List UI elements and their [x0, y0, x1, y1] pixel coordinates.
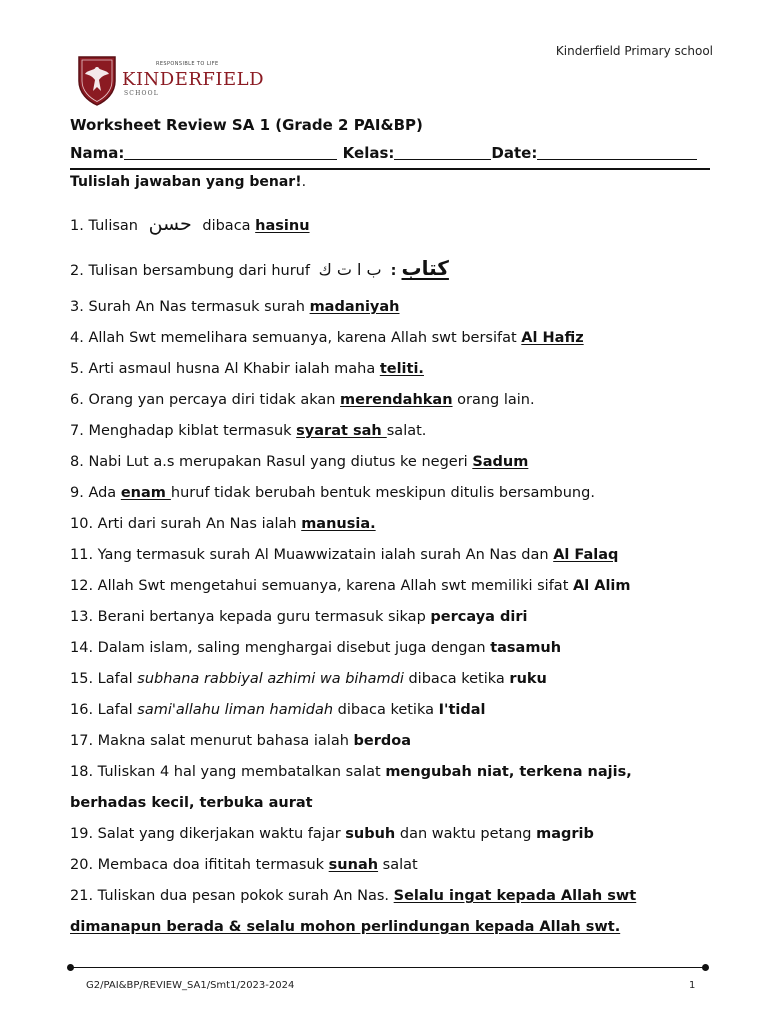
answer: manusia.: [301, 516, 376, 532]
answer: Al Alim: [573, 578, 631, 594]
answer: Selalu ingat kepada Allah swt: [393, 888, 637, 904]
question-5: 5. Arti asmaul husna Al Khabir ialah maha teliti.: [70, 361, 424, 377]
nama-field[interactable]: [124, 141, 337, 160]
answer: Al Hafiz: [521, 330, 584, 346]
school-name-header: Kinderfield Primary school: [555, 44, 713, 58]
question-10: 10. Arti dari surah An Nas ialah manusia.: [70, 516, 376, 532]
answer: ruku: [509, 671, 547, 687]
logo-tagline: RESPONSIBLE TO LIFE: [156, 61, 219, 67]
instruction: Tulislah jawaban yang benar!.: [70, 174, 307, 190]
question-18: 18. Tuliskan 4 hal yang membatalkan salat mengubah niat, terkena najis,: [70, 764, 632, 780]
school-logo: [76, 50, 264, 110]
question-12: 12. Allah Swt mengetahui semuanya, karena Allah swt memiliki sifat Al Alim: [70, 578, 631, 594]
question-11: 11. Yang termasuk surah Al Muawwizatain ialah surah An Nas dan Al Falaq: [70, 547, 619, 563]
question-13: 13. Berani bertanya kepada guru termasuk sikap percaya diri: [70, 609, 528, 625]
answer: Sadum: [472, 454, 529, 470]
arabic-word: حسن: [148, 213, 192, 235]
logo-sub: SCHOOL: [124, 90, 159, 97]
question-16: 16. Lafal sami'allahu liman hamidah dibaca ketika I'tidal: [70, 702, 486, 718]
question-15: 15. Lafal subhana rabbiyal azhimi wa bihamdi dibaca ketika ruku: [70, 671, 547, 687]
arabic-letters: ب ا ت ك: [318, 260, 382, 279]
kelas-label: Kelas:: [342, 144, 395, 162]
footer-dot-left: [67, 964, 74, 971]
divider: [70, 168, 710, 170]
page-number: 1: [689, 980, 696, 991]
worksheet-title: Worksheet Review SA 1 (Grade 2 PAI&BP): [70, 116, 423, 134]
answer: berdoa: [353, 733, 412, 749]
answer: dimanapun berada & selalu mohon perlindungan kepada Allah swt.: [70, 919, 621, 935]
question-3: 3. Surah An Nas termasuk surah madaniyah: [70, 299, 400, 315]
answer: hasinu: [255, 218, 310, 234]
footer-dot-right: [702, 964, 709, 971]
answer: teliti.: [379, 361, 424, 377]
student-fields: [70, 139, 720, 167]
question-1: 1. Tulisan حسن dibaca hasinu: [70, 213, 310, 235]
question-20: 20. Membaca doa ifititah termasuk sunah salat: [70, 857, 418, 873]
answer: enam: [120, 485, 171, 501]
question-6: 6. Orang yan percaya diri tidak akan merendahkan orang lain.: [70, 392, 535, 408]
answer: كتاب: [401, 256, 449, 280]
answer: subuh: [345, 826, 396, 842]
answer: Al Falaq: [553, 547, 619, 563]
answer: I'tidal: [438, 702, 486, 718]
shield-eagle-icon: [76, 53, 118, 107]
footer-divider: [70, 967, 706, 968]
answer: madaniyah: [309, 299, 400, 315]
logo-name: KINDERFIELD: [122, 69, 265, 90]
answer: merendahkan: [340, 392, 453, 408]
question-18-cont: [70, 795, 313, 811]
answer: berhadas kecil, terbuka aurat: [70, 795, 313, 811]
question-8: 8. Nabi Lut a.s merupakan Rasul yang diutus ke negeri Sadum: [70, 454, 529, 470]
footer-code: G2/PAI&BP/REVIEW_SA1/Smt1/2023-2024: [86, 980, 295, 991]
answer: tasamuh: [490, 640, 562, 656]
date-label: Date:: [491, 144, 538, 162]
question-14: 14. Dalam islam, saling menghargai disebut juga dengan tasamuh: [70, 640, 562, 656]
answer: magrib: [536, 826, 594, 842]
question-21-cont: [70, 919, 620, 935]
answer: mengubah niat, terkena najis,: [385, 764, 632, 780]
question-19: 19. Salat yang dikerjakan waktu fajar subuh dan waktu petang magrib: [70, 826, 594, 842]
nama-label: Nama:: [70, 144, 125, 162]
question-2: 2. Tulisan bersambung dari huruf ب ا ت ك : كتاب: [70, 256, 449, 280]
kelas-field[interactable]: [394, 141, 491, 160]
question-17: 17. Makna salat menurut bahasa ialah berdoa: [70, 733, 412, 749]
answer: sunah: [328, 857, 379, 873]
question-21: 21. Tuliskan dua pesan pokok surah An Nas. Selalu ingat kepada Allah swt: [70, 888, 637, 904]
answer: percaya diri: [430, 609, 528, 625]
answer: syarat sah: [296, 423, 387, 439]
question-9: 9. Ada enam huruf tidak berubah bentuk meskipun ditulis bersambung.: [70, 485, 595, 501]
date-field[interactable]: [537, 141, 697, 160]
question-4: 4. Allah Swt memelihara semuanya, karena Allah swt bersifat Al Hafiz: [70, 330, 584, 346]
question-7: 7. Menghadap kiblat termasuk syarat sah salat.: [70, 423, 427, 439]
